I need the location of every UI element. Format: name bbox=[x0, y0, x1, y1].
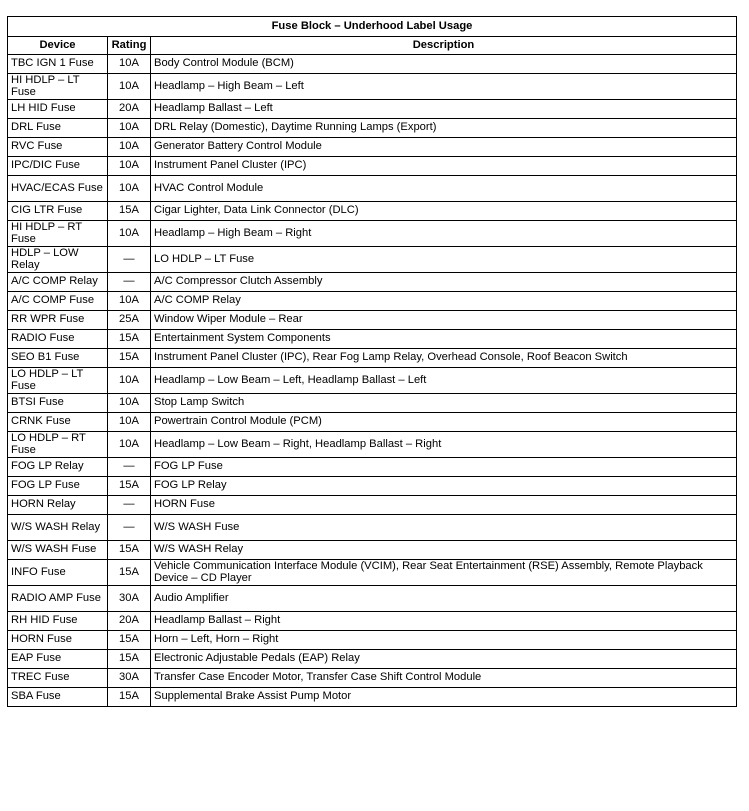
table-row bbox=[8, 586, 737, 612]
description-cell: A/C Compressor Clutch Assembly bbox=[151, 273, 737, 292]
description-cell: LO HDLP – LT Fuse bbox=[151, 247, 737, 273]
device-cell: DRL Fuse bbox=[8, 119, 108, 138]
description-cell: Instrument Panel Cluster (IPC), Rear Fog Lamp Relay, Overhead Console, Roof Beacon Switch bbox=[151, 349, 737, 368]
description-cell: FOG LP Fuse bbox=[151, 458, 737, 477]
description-cell: HORN Fuse bbox=[151, 496, 737, 515]
rating-cell: 30A bbox=[108, 669, 151, 688]
device-cell: FOG LP Relay bbox=[8, 458, 108, 477]
table-row bbox=[8, 55, 737, 74]
column-header-description: Description bbox=[151, 37, 737, 55]
table-title: Fuse Block – Underhood Label Usage bbox=[8, 17, 737, 37]
table-row bbox=[8, 560, 737, 586]
description-cell: Headlamp – High Beam – Left bbox=[151, 74, 737, 100]
description-cell: Headlamp – High Beam – Right bbox=[151, 221, 737, 247]
rating-cell: 10A bbox=[108, 394, 151, 413]
fuse-table bbox=[7, 16, 737, 707]
device-cell: EAP Fuse bbox=[8, 650, 108, 669]
device-cell: HORN Fuse bbox=[8, 631, 108, 650]
rating-cell: 10A bbox=[108, 368, 151, 394]
table-row bbox=[8, 202, 737, 221]
device-cell: BTSI Fuse bbox=[8, 394, 108, 413]
description-cell: Stop Lamp Switch bbox=[151, 394, 737, 413]
table-row bbox=[8, 138, 737, 157]
device-cell: SBA Fuse bbox=[8, 688, 108, 707]
description-cell: Headlamp – Low Beam – Left, Headlamp Ballast – Left bbox=[151, 368, 737, 394]
description-cell: Headlamp Ballast – Left bbox=[151, 100, 737, 119]
device-cell: RH HID Fuse bbox=[8, 612, 108, 631]
description-cell: Horn – Left, Horn – Right bbox=[151, 631, 737, 650]
device-cell: INFO Fuse bbox=[8, 560, 108, 586]
table-row bbox=[8, 458, 737, 477]
device-cell: A/C COMP Relay bbox=[8, 273, 108, 292]
device-cell: CRNK Fuse bbox=[8, 413, 108, 432]
rating-cell: 15A bbox=[108, 202, 151, 221]
description-cell: Generator Battery Control Module bbox=[151, 138, 737, 157]
rating-cell: 15A bbox=[108, 631, 151, 650]
description-cell: W/S WASH Relay bbox=[151, 541, 737, 560]
device-cell: RR WPR Fuse bbox=[8, 311, 108, 330]
table-row bbox=[8, 349, 737, 368]
table-row bbox=[8, 311, 737, 330]
device-cell: LO HDLP – RT Fuse bbox=[8, 432, 108, 458]
description-cell: A/C COMP Relay bbox=[151, 292, 737, 311]
table-row bbox=[8, 413, 737, 432]
rating-cell: 10A bbox=[108, 138, 151, 157]
description-cell: Cigar Lighter, Data Link Connector (DLC) bbox=[151, 202, 737, 221]
device-cell: HI HDLP – RT Fuse bbox=[8, 221, 108, 247]
description-cell: FOG LP Relay bbox=[151, 477, 737, 496]
table-row bbox=[8, 330, 737, 349]
rating-cell: — bbox=[108, 247, 151, 273]
rating-cell: 15A bbox=[108, 650, 151, 669]
rating-cell: 10A bbox=[108, 432, 151, 458]
device-cell: TREC Fuse bbox=[8, 669, 108, 688]
table-row bbox=[8, 100, 737, 119]
table-row bbox=[8, 157, 737, 176]
device-cell: W/S WASH Relay bbox=[8, 515, 108, 541]
rating-cell: 10A bbox=[108, 176, 151, 202]
device-cell: RADIO AMP Fuse bbox=[8, 586, 108, 612]
table-row bbox=[8, 477, 737, 496]
description-cell: Supplemental Brake Assist Pump Motor bbox=[151, 688, 737, 707]
table-row bbox=[8, 688, 737, 707]
rating-cell: 10A bbox=[108, 119, 151, 138]
table-title-row bbox=[8, 17, 737, 37]
description-cell: Electronic Adjustable Pedals (EAP) Relay bbox=[151, 650, 737, 669]
device-cell: IPC/DIC Fuse bbox=[8, 157, 108, 176]
device-cell: HVAC/ECAS Fuse bbox=[8, 176, 108, 202]
description-cell: Powertrain Control Module (PCM) bbox=[151, 413, 737, 432]
column-header-device: Device bbox=[8, 37, 108, 55]
device-cell: LH HID Fuse bbox=[8, 100, 108, 119]
device-cell: HI HDLP – LT Fuse bbox=[8, 74, 108, 100]
table-row bbox=[8, 292, 737, 311]
table-row bbox=[8, 247, 737, 273]
description-cell: Entertainment System Components bbox=[151, 330, 737, 349]
device-cell: HORN Relay bbox=[8, 496, 108, 515]
description-cell: Instrument Panel Cluster (IPC) bbox=[151, 157, 737, 176]
description-cell: HVAC Control Module bbox=[151, 176, 737, 202]
rating-cell: — bbox=[108, 515, 151, 541]
device-cell: HDLP – LOW Relay bbox=[8, 247, 108, 273]
rating-cell: 20A bbox=[108, 100, 151, 119]
device-cell: CIG LTR Fuse bbox=[8, 202, 108, 221]
rating-cell: 10A bbox=[108, 55, 151, 74]
description-cell: Window Wiper Module – Rear bbox=[151, 311, 737, 330]
rating-cell: 10A bbox=[108, 157, 151, 176]
rating-cell: 15A bbox=[108, 330, 151, 349]
table-row bbox=[8, 273, 737, 292]
device-cell: A/C COMP Fuse bbox=[8, 292, 108, 311]
description-cell: Vehicle Communication Interface Module (VCIM), Rear Seat Entertainment (RSE) Assembly, Remote Playback Device – CD Player bbox=[151, 560, 737, 586]
table-row bbox=[8, 432, 737, 458]
device-cell: RVC Fuse bbox=[8, 138, 108, 157]
rating-cell: — bbox=[108, 273, 151, 292]
device-cell: RADIO Fuse bbox=[8, 330, 108, 349]
rating-cell: — bbox=[108, 458, 151, 477]
rating-cell: 10A bbox=[108, 413, 151, 432]
rating-cell: 10A bbox=[108, 221, 151, 247]
rating-cell: 20A bbox=[108, 612, 151, 631]
description-cell: Body Control Module (BCM) bbox=[151, 55, 737, 74]
table-row bbox=[8, 612, 737, 631]
table-row bbox=[8, 176, 737, 202]
column-header-rating: Rating bbox=[108, 37, 151, 55]
rating-cell: 10A bbox=[108, 74, 151, 100]
table-row bbox=[8, 496, 737, 515]
rating-cell: 25A bbox=[108, 311, 151, 330]
rating-cell: 15A bbox=[108, 477, 151, 496]
description-cell: DRL Relay (Domestic), Daytime Running Lamps (Export) bbox=[151, 119, 737, 138]
rating-cell: 15A bbox=[108, 541, 151, 560]
description-cell: Headlamp – Low Beam – Right, Headlamp Ballast – Right bbox=[151, 432, 737, 458]
table-row bbox=[8, 631, 737, 650]
device-cell: SEO B1 Fuse bbox=[8, 349, 108, 368]
device-cell: TBC IGN 1 Fuse bbox=[8, 55, 108, 74]
rating-cell: 30A bbox=[108, 586, 151, 612]
table-row bbox=[8, 394, 737, 413]
table-row bbox=[8, 119, 737, 138]
table-row bbox=[8, 221, 737, 247]
rating-cell: 15A bbox=[108, 560, 151, 586]
device-cell: W/S WASH Fuse bbox=[8, 541, 108, 560]
rating-cell: — bbox=[108, 496, 151, 515]
device-cell: FOG LP Fuse bbox=[8, 477, 108, 496]
table-row bbox=[8, 669, 737, 688]
table-row bbox=[8, 515, 737, 541]
description-cell: Audio Amplifier bbox=[151, 586, 737, 612]
description-cell: Transfer Case Encoder Motor, Transfer Case Shift Control Module bbox=[151, 669, 737, 688]
table-row bbox=[8, 368, 737, 394]
rating-cell: 15A bbox=[108, 688, 151, 707]
rating-cell: 10A bbox=[108, 292, 151, 311]
device-cell: LO HDLP – LT Fuse bbox=[8, 368, 108, 394]
rating-cell: 15A bbox=[108, 349, 151, 368]
description-cell: W/S WASH Fuse bbox=[151, 515, 737, 541]
table-header-row bbox=[8, 37, 737, 55]
table-row bbox=[8, 74, 737, 100]
table-row bbox=[8, 650, 737, 669]
description-cell: Headlamp Ballast – Right bbox=[151, 612, 737, 631]
table-row bbox=[8, 541, 737, 560]
